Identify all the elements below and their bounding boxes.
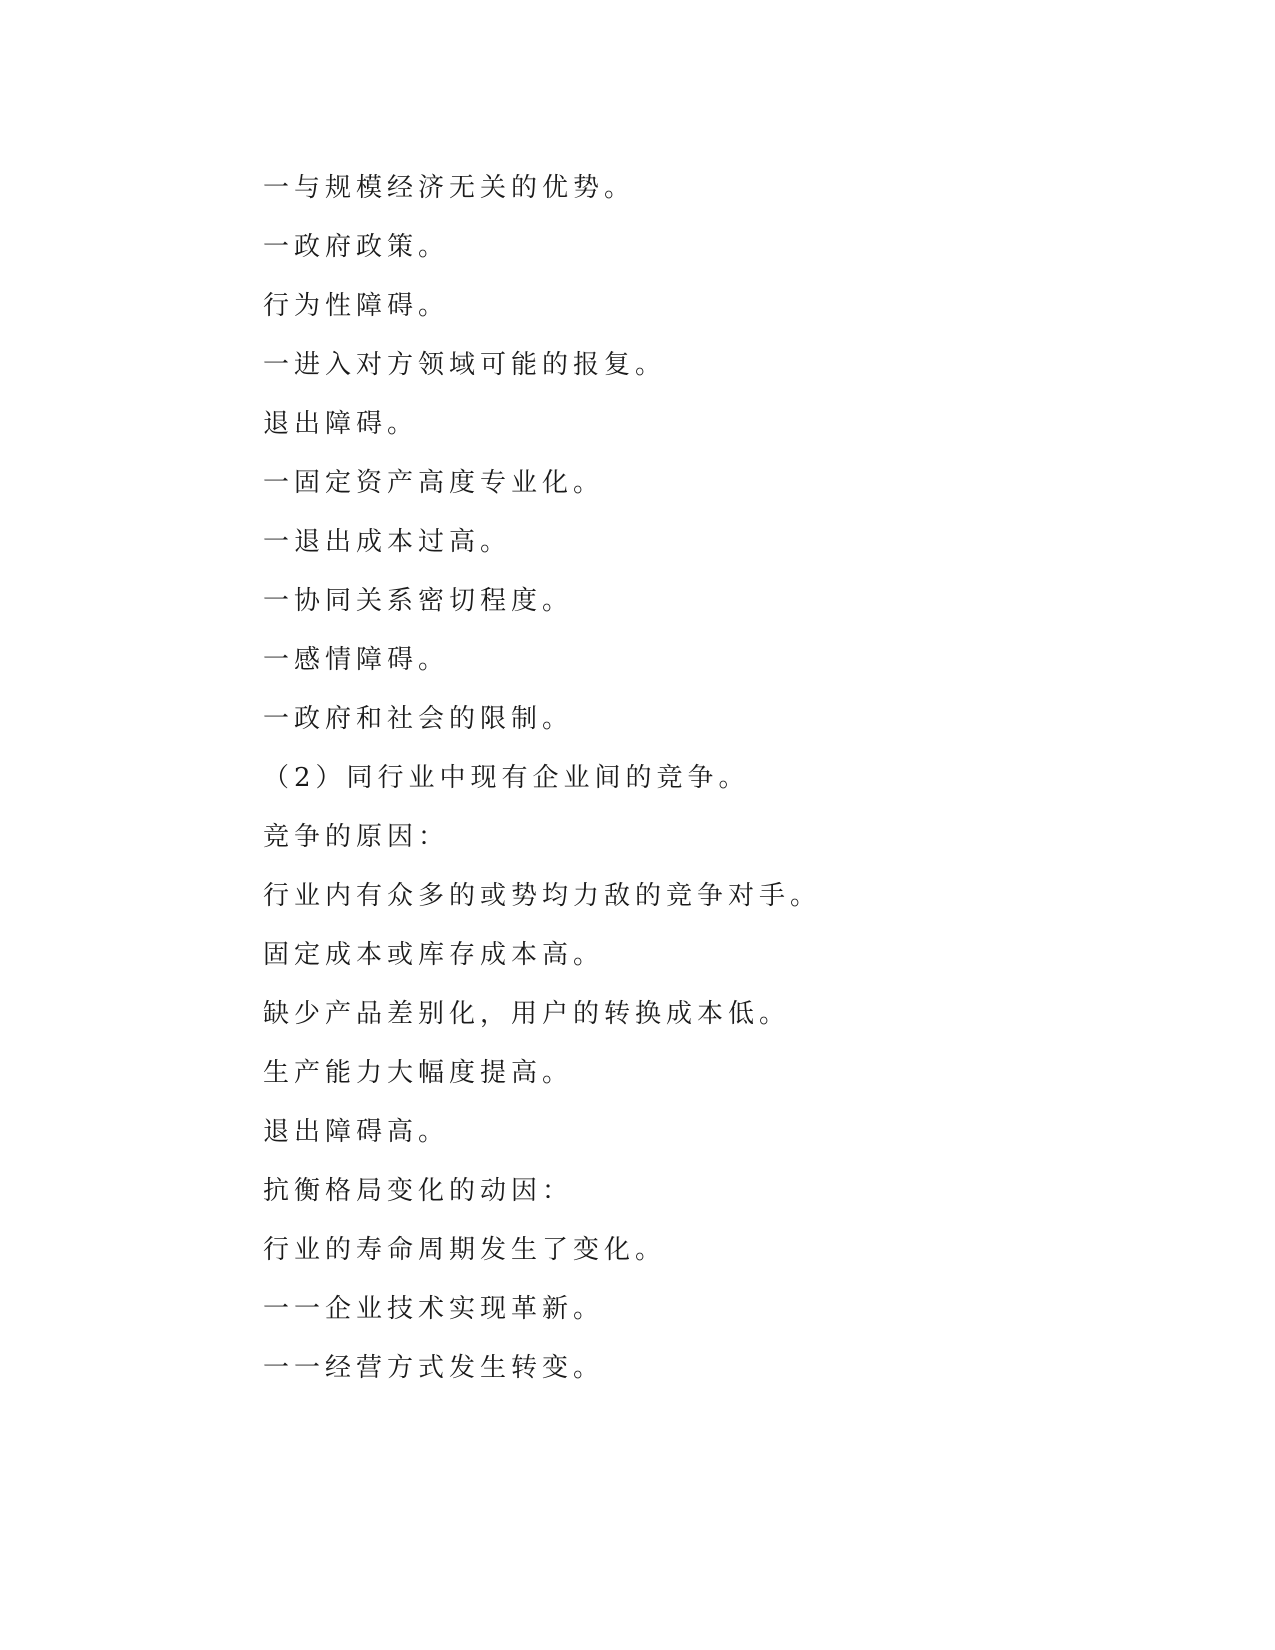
text-line: 一进入对方领域可能的报复。 — [263, 350, 667, 380]
text-line: 一协同关系密切程度。 — [263, 586, 574, 616]
text-line: 一退出成本过高。 — [263, 527, 512, 557]
text-line: 固定成本或库存成本高。 — [263, 940, 605, 970]
section-heading: （2）同行业中现有企业间的竞争。 — [263, 763, 750, 793]
text-line: 一政府和社会的限制。 — [263, 704, 574, 734]
text-line: 一政府政策。 — [263, 232, 450, 262]
text-line: 一一经营方式发生转变。 — [263, 1353, 605, 1383]
text-line: 缺少产品差别化，用户的转换成本低。 — [263, 999, 791, 1029]
text-line: 行为性障碍。 — [263, 291, 450, 321]
text-line: 竞争的原因： — [263, 822, 450, 852]
text-line: 一固定资产高度专业化。 — [263, 468, 605, 498]
text-line: 一与规模经济无关的优势。 — [263, 173, 636, 203]
text-line: 行业的寿命周期发生了变化。 — [263, 1235, 667, 1265]
text-line: 退出障碍。 — [263, 409, 419, 439]
text-line: 一感情障碍。 — [263, 645, 450, 675]
text-line: 一一企业技术实现革新。 — [263, 1294, 605, 1324]
text-line: 行业内有众多的或势均力敌的竞争对手。 — [263, 881, 822, 911]
text-line: 生产能力大幅度提高。 — [263, 1058, 574, 1088]
text-line: 退出障碍高。 — [263, 1117, 450, 1147]
text-line: 抗衡格局变化的动因： — [263, 1176, 574, 1206]
